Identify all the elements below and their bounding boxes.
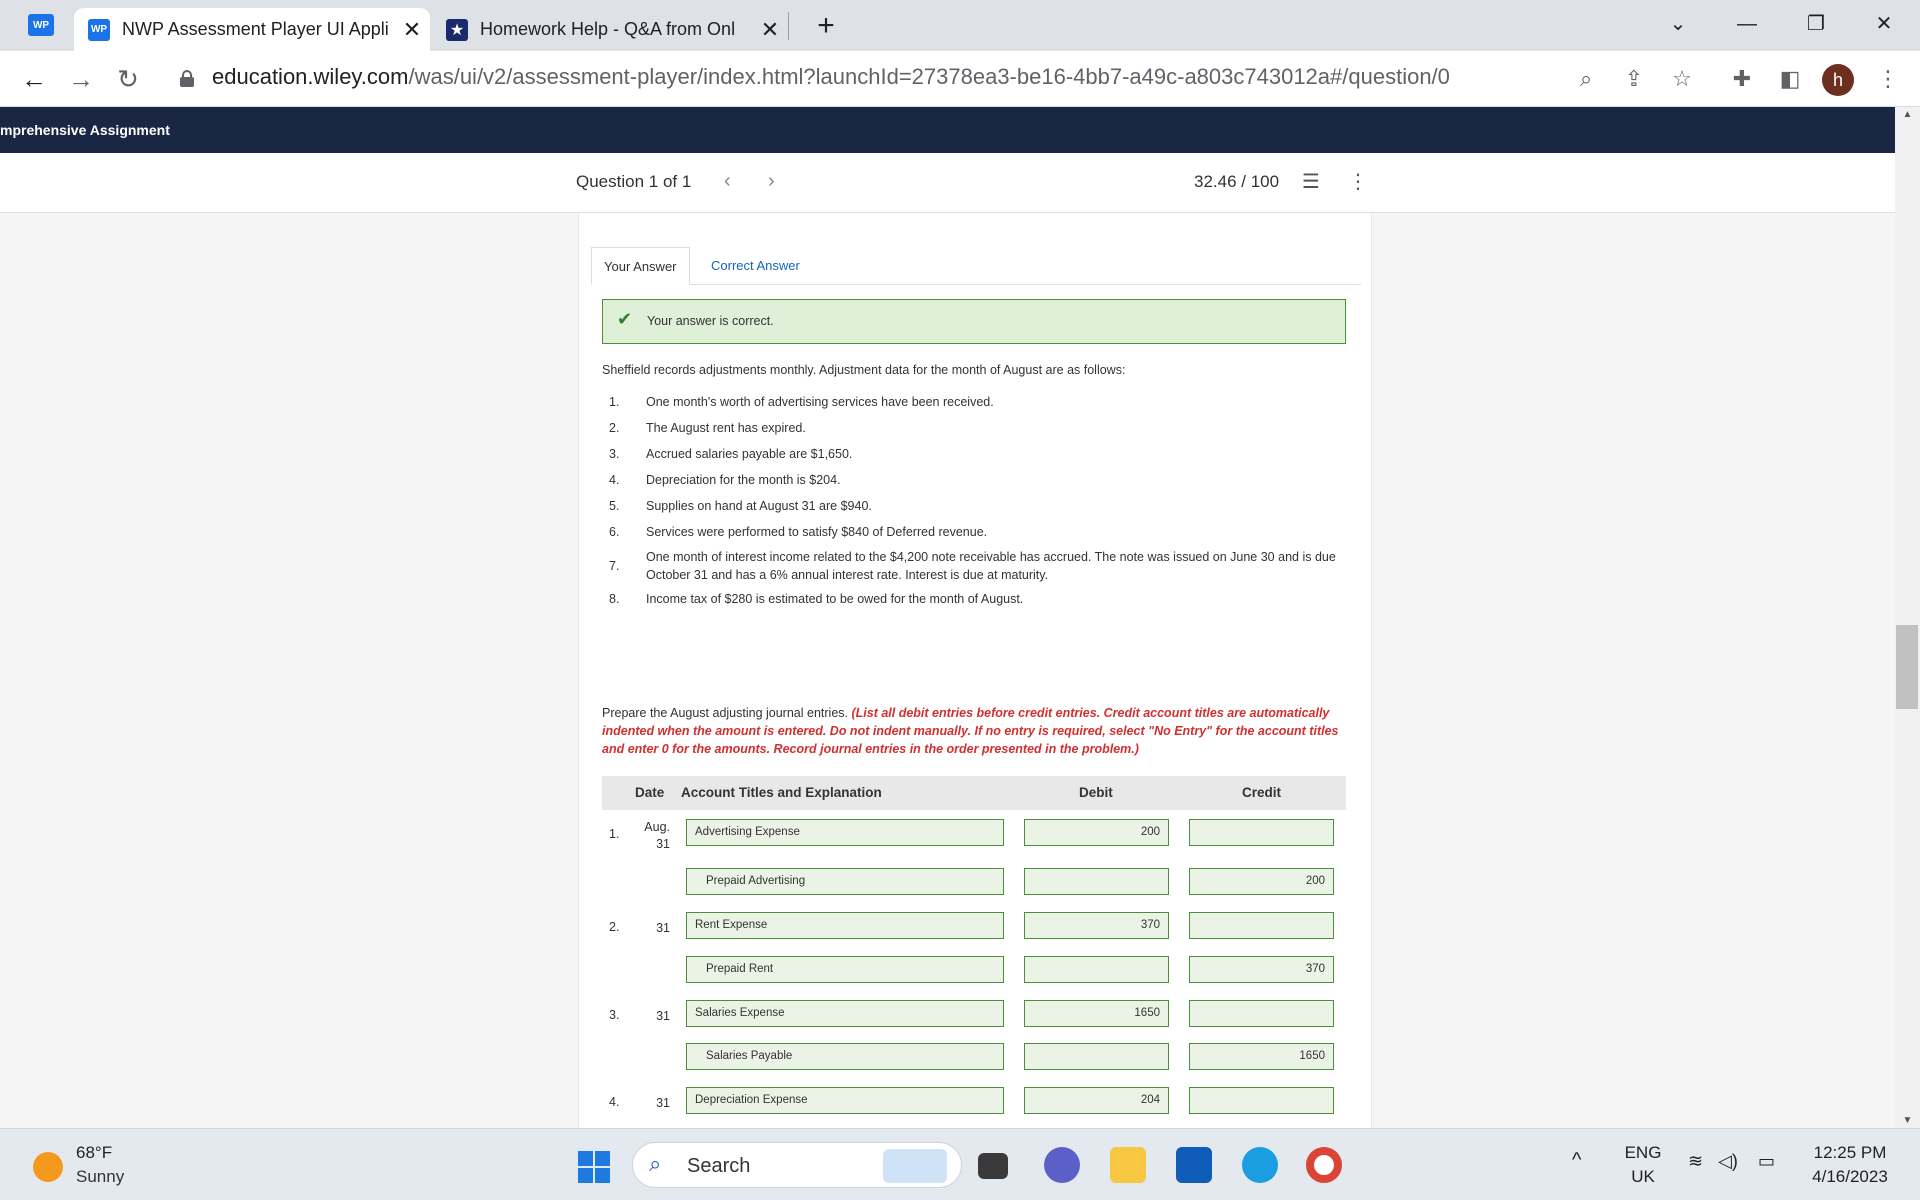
answer-tabs	[591, 247, 1361, 285]
assignment-header	[0, 107, 1895, 153]
teams-chat-icon[interactable]	[1044, 1147, 1080, 1183]
bookmark-star-icon[interactable]: ☆	[1672, 66, 1692, 91]
language-code: ENG	[1624, 1143, 1662, 1162]
credit-field[interactable]	[1189, 819, 1334, 846]
journal-row	[602, 868, 1346, 912]
tab-your-answer[interactable]: Your Answer	[591, 247, 690, 285]
restore-icon[interactable]: ❐	[1807, 13, 1825, 35]
item-text: Supplies on hand at August 31 are $940.	[646, 499, 872, 513]
task-view-icon[interactable]	[978, 1153, 1008, 1179]
minimize-icon[interactable]: —	[1737, 13, 1757, 35]
tab-search-icon[interactable]: ⌄	[1669, 13, 1687, 35]
item-text: Depreciation for the month is $204.	[646, 473, 841, 487]
debit-field[interactable]	[1024, 868, 1169, 895]
weather-temperature[interactable]: 68°F	[76, 1143, 113, 1162]
volume-icon[interactable]: ◁)	[1718, 1151, 1738, 1171]
app-launcher-icon[interactable]: WP	[28, 14, 54, 36]
debit-field[interactable]: 200	[1024, 819, 1169, 846]
question-counter: Question 1 of 1	[576, 172, 692, 191]
input-language[interactable]	[1620, 1143, 1666, 1187]
debit-field[interactable]: 1650	[1024, 1000, 1169, 1027]
zoom-icon[interactable]: ⌕	[1579, 66, 1593, 91]
profile-avatar[interactable]: h	[1822, 64, 1854, 96]
feedback-message: Your answer is correct.	[647, 314, 774, 328]
browser-menu-icon[interactable]: ⋮	[1877, 66, 1899, 91]
credit-field[interactable]	[1189, 912, 1334, 939]
credit-field[interactable]	[1189, 1087, 1334, 1114]
question-card	[578, 213, 1372, 1128]
instructions-lead: Prepare the August adjusting journal entries.	[602, 706, 852, 720]
entry-date: Aug. 31	[644, 820, 670, 851]
windows-start-icon[interactable]	[578, 1151, 610, 1183]
new-tab-button[interactable]: +	[817, 9, 835, 42]
score-display: 32.46 / 100	[1194, 172, 1280, 191]
entry-number: 2.	[609, 920, 620, 934]
journal-row	[602, 912, 1346, 956]
edge-browser-icon[interactable]	[1242, 1147, 1278, 1183]
journal-row	[602, 956, 1346, 1000]
journal-row	[602, 819, 1346, 863]
reload-icon[interactable]: ↻	[117, 64, 139, 94]
scrollbar-thumb[interactable]	[1896, 625, 1918, 709]
item-number: 1.	[609, 395, 620, 409]
journal-row	[602, 1000, 1346, 1044]
account-title-field[interactable]: Advertising Expense	[686, 819, 1004, 846]
item-number: 4.	[609, 473, 620, 487]
credit-field[interactable]: 370	[1189, 956, 1334, 983]
close-tab-icon[interactable]: ✕	[760, 16, 780, 42]
chrome-browser-icon[interactable]	[1306, 1147, 1342, 1183]
account-title-field[interactable]: Salaries Expense	[686, 1000, 1004, 1027]
header-date: Date	[635, 785, 665, 800]
entry-number: 3.	[609, 1008, 620, 1022]
file-explorer-icon[interactable]	[1110, 1147, 1146, 1183]
region-code: UK	[1631, 1167, 1655, 1186]
item-text: Accrued salaries payable are $1,650.	[646, 447, 853, 461]
entry-date: 31	[656, 1009, 670, 1023]
debit-field[interactable]: 204	[1024, 1087, 1169, 1114]
clock-date: 4/16/2023	[1812, 1167, 1888, 1186]
clock[interactable]	[1800, 1143, 1900, 1187]
item-text: The August rent has expired.	[646, 421, 806, 435]
tab-nwp-assessment[interactable]	[74, 8, 430, 51]
tab-title: Homework Help - Q&A from Onl	[480, 19, 736, 39]
close-window-icon[interactable]: ✕	[1875, 13, 1893, 35]
correct-feedback-banner	[602, 299, 1346, 344]
previous-question-icon[interactable]: ‹	[724, 170, 731, 192]
search-label: Search	[687, 1155, 751, 1177]
item-text: Income tax of $280 is estimated to be owed for the month of August.	[646, 592, 1024, 606]
battery-icon[interactable]: ▭	[1758, 1151, 1776, 1171]
entry-number: 4.	[609, 1095, 620, 1109]
weather-condition[interactable]: Sunny	[76, 1167, 125, 1186]
item-number: 7.	[609, 559, 620, 573]
back-arrow-icon[interactable]: ←	[21, 64, 47, 94]
account-title-field[interactable]: Prepaid Rent	[686, 956, 1004, 983]
item-number: 8.	[609, 592, 620, 606]
entry-date: 31	[656, 1096, 670, 1110]
header-credit: Credit	[1242, 785, 1282, 800]
checkmark-icon: ✔	[617, 309, 633, 329]
credit-field[interactable]	[1189, 1000, 1334, 1027]
extensions-puzzle-icon[interactable]: ✚	[1732, 66, 1752, 91]
instructions-note: (List all debit entries before credit entries. Credit account titles are automatically indented when the amount is entered. Do not indent manually. If no entry is required, select "No Entry" for the account titles and enter 0 for the amounts. Record journal entries in the order presented in the problem.)	[602, 706, 1339, 756]
instructions	[602, 704, 1352, 758]
star-favicon-icon: ★	[446, 19, 468, 41]
item-number: 3.	[609, 447, 620, 461]
url-path: /was/ui/v2/assessment-player/index.html?launchId=27378ea3-be16-4bb7-a49c-a803c743012a#/question/0	[408, 64, 1450, 89]
problem-intro: Sheffield records adjustments monthly. Adjustment data for the month of August are as follows:	[602, 363, 1126, 377]
forward-arrow-icon[interactable]: →	[68, 64, 94, 94]
debit-field[interactable]	[1024, 1043, 1169, 1070]
debit-field[interactable]: 370	[1024, 912, 1169, 939]
assignment-title: mprehensive Assignment	[0, 122, 170, 138]
item-text: One month of interest income related to the $4,200 note receivable has accrued. The note was issued on June 30 and is due October 31 and has a 6% annual interest rate. Interest is due at maturity.	[646, 550, 1336, 582]
lock-icon[interactable]	[180, 70, 194, 86]
header-account: Account Titles and Explanation	[681, 785, 882, 800]
close-tab-icon[interactable]: ✕	[402, 16, 422, 42]
weather-sun-icon[interactable]	[33, 1152, 63, 1182]
item-number: 2.	[609, 421, 620, 435]
search-highlight-icon	[883, 1149, 947, 1183]
tab-title: NWP Assessment Player UI Appli	[122, 19, 389, 39]
account-title-field[interactable]: Prepaid Advertising	[686, 868, 1004, 895]
item-number: 6.	[609, 525, 620, 539]
item-number: 5.	[609, 499, 620, 513]
header-debit: Debit	[1079, 785, 1113, 800]
tab-correct-answer[interactable]: Correct Answer	[711, 258, 800, 273]
debit-field[interactable]	[1024, 956, 1169, 983]
next-question-icon[interactable]: ›	[768, 170, 775, 192]
account-title-field[interactable]: Depreciation Expense	[686, 1087, 1004, 1114]
windows-taskbar	[0, 1128, 1920, 1200]
scroll-down-icon[interactable]: ▼	[1902, 1115, 1913, 1126]
side-panel-icon[interactable]: ◧	[1779, 66, 1801, 91]
question-navigation-bar	[0, 153, 1895, 213]
credit-field[interactable]: 1650	[1189, 1043, 1334, 1070]
entry-number: 1.	[609, 827, 620, 841]
page-scrollbar[interactable]	[1895, 107, 1920, 1128]
account-title-field[interactable]: Salaries Payable	[686, 1043, 1004, 1070]
account-title-field[interactable]: Rent Expense	[686, 912, 1004, 939]
tab-homework-help[interactable]	[432, 8, 792, 51]
show-hidden-icons-chevron[interactable]: ^	[1572, 1149, 1582, 1171]
credit-field[interactable]: 200	[1189, 868, 1334, 895]
search-icon: ⌕	[649, 1151, 662, 1176]
address-bar[interactable]	[212, 64, 1450, 90]
question-list-icon[interactable]: ☰	[1302, 171, 1320, 193]
more-options-icon[interactable]: ⋮	[1348, 171, 1368, 193]
wifi-icon[interactable]: ≋	[1688, 1151, 1704, 1171]
share-icon[interactable]: ⇪	[1624, 66, 1644, 91]
journal-row	[602, 1087, 1346, 1128]
item-text: One month's worth of advertising services have been received.	[646, 395, 994, 409]
journal-header	[602, 776, 1346, 810]
wp-favicon-icon: WP	[88, 19, 110, 41]
item-text: Services were performed to satisfy $840 of Deferred revenue.	[646, 525, 988, 539]
scroll-up-icon[interactable]: ▲	[1902, 109, 1913, 120]
clock-time: 12:25 PM	[1813, 1143, 1887, 1162]
taskbar-search[interactable]	[632, 1142, 962, 1188]
url-host: education.wiley.com	[212, 64, 409, 89]
tab-divider	[788, 12, 789, 40]
browser-toolbar	[0, 51, 1920, 107]
microsoft-store-icon[interactable]	[1176, 1147, 1212, 1183]
browser-tab-strip	[0, 0, 1920, 51]
entry-date: 31	[656, 921, 670, 935]
journal-row	[602, 1043, 1346, 1087]
